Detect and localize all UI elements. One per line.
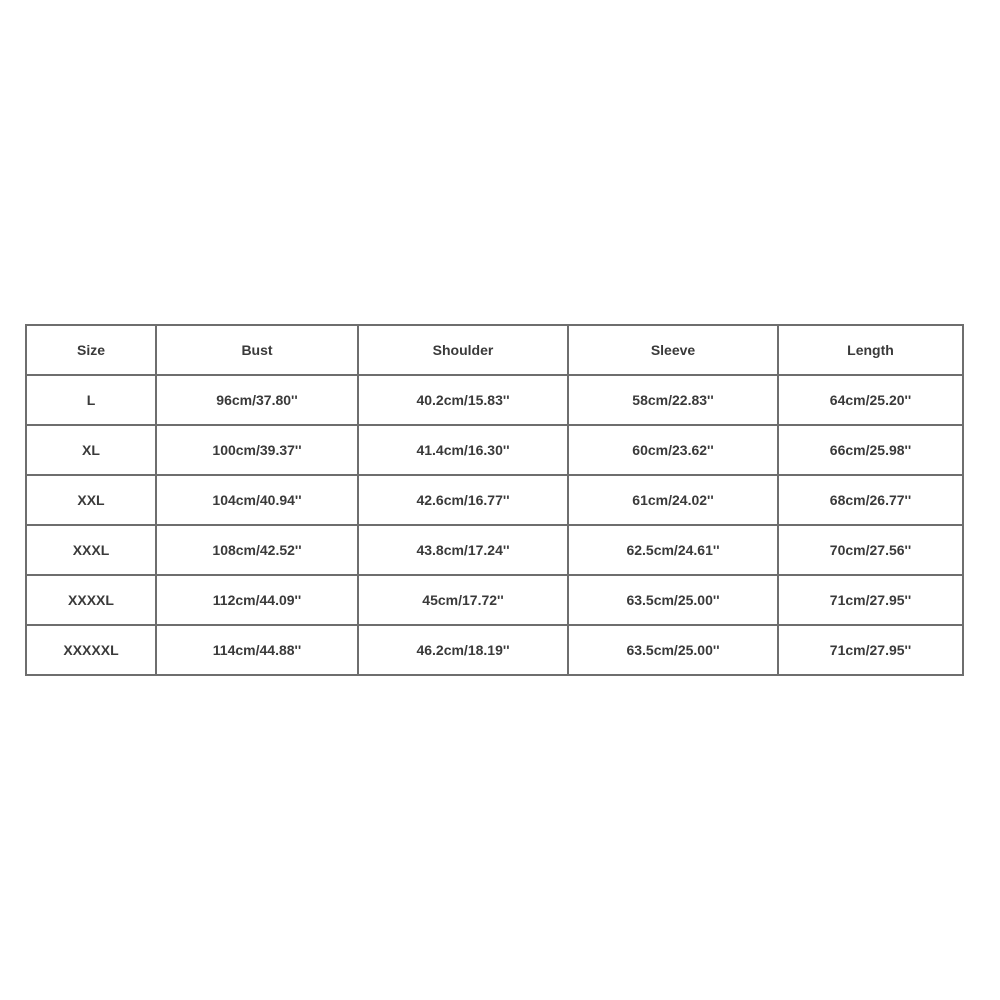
cell-size: XXXXL bbox=[25, 576, 157, 626]
cell-size: XXXXXL bbox=[25, 626, 157, 676]
cell-size: L bbox=[25, 376, 157, 426]
cell-shoulder: 40.2cm/15.83'' bbox=[359, 376, 569, 426]
cell-bust: 104cm/40.94'' bbox=[157, 476, 359, 526]
table-row bbox=[25, 526, 964, 576]
table-row bbox=[25, 476, 964, 526]
cell-sleeve: 60cm/23.62'' bbox=[569, 426, 779, 476]
header-row bbox=[25, 324, 964, 376]
cell-length: 71cm/27.95'' bbox=[779, 626, 964, 676]
cell-length: 71cm/27.95'' bbox=[779, 576, 964, 626]
table-row bbox=[25, 426, 964, 476]
header-size: Size bbox=[25, 324, 157, 376]
table-row bbox=[25, 626, 964, 676]
table-row bbox=[25, 576, 964, 626]
cell-shoulder: 46.2cm/18.19'' bbox=[359, 626, 569, 676]
cell-length: 66cm/25.98'' bbox=[779, 426, 964, 476]
cell-bust: 108cm/42.52'' bbox=[157, 526, 359, 576]
cell-sleeve: 63.5cm/25.00'' bbox=[569, 626, 779, 676]
cell-sleeve: 62.5cm/24.61'' bbox=[569, 526, 779, 576]
table-row bbox=[25, 376, 964, 426]
cell-bust: 100cm/39.37'' bbox=[157, 426, 359, 476]
cell-sleeve: 58cm/22.83'' bbox=[569, 376, 779, 426]
size-chart-table bbox=[25, 324, 964, 676]
header-sleeve: Sleeve bbox=[569, 324, 779, 376]
cell-length: 70cm/27.56'' bbox=[779, 526, 964, 576]
cell-sleeve: 61cm/24.02'' bbox=[569, 476, 779, 526]
cell-size: XXL bbox=[25, 476, 157, 526]
cell-shoulder: 41.4cm/16.30'' bbox=[359, 426, 569, 476]
header-shoulder: Shoulder bbox=[359, 324, 569, 376]
cell-bust: 112cm/44.09'' bbox=[157, 576, 359, 626]
cell-size: XXXL bbox=[25, 526, 157, 576]
cell-bust: 114cm/44.88'' bbox=[157, 626, 359, 676]
cell-shoulder: 43.8cm/17.24'' bbox=[359, 526, 569, 576]
cell-size: XL bbox=[25, 426, 157, 476]
cell-length: 68cm/26.77'' bbox=[779, 476, 964, 526]
header-bust: Bust bbox=[157, 324, 359, 376]
cell-shoulder: 42.6cm/16.77'' bbox=[359, 476, 569, 526]
cell-length: 64cm/25.20'' bbox=[779, 376, 964, 426]
header-length: Length bbox=[779, 324, 964, 376]
cell-sleeve: 63.5cm/25.00'' bbox=[569, 576, 779, 626]
cell-bust: 96cm/37.80'' bbox=[157, 376, 359, 426]
cell-shoulder: 45cm/17.72'' bbox=[359, 576, 569, 626]
